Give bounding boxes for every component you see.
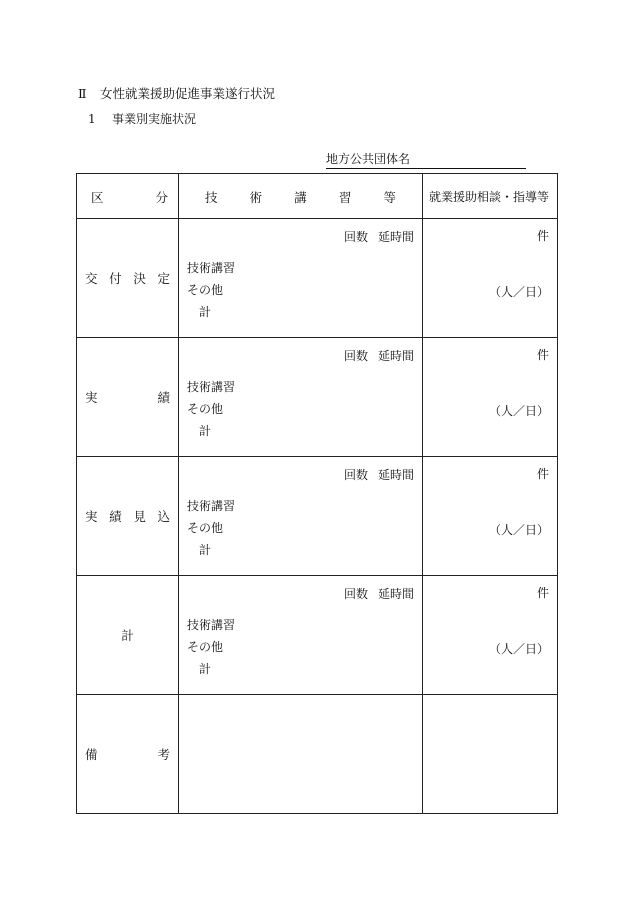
item-sonota: その他 (187, 283, 224, 297)
header-gijutsu-char: 講 (294, 190, 307, 205)
header-gijutsu-char: 習 (338, 190, 352, 205)
row-label-char: 決 (133, 271, 146, 286)
subsection-heading (88, 110, 196, 127)
case-unit-label: 件 (536, 348, 549, 362)
row-label-char: 込 (157, 509, 170, 524)
notes-entry-cell-right[interactable] (423, 695, 558, 814)
unit-count-label: 回数 (343, 349, 368, 363)
shudan-entry-cell[interactable] (423, 338, 558, 457)
case-unit-label: 件 (536, 229, 549, 243)
header-shudan (423, 174, 558, 219)
item-kei: 計 (199, 543, 212, 557)
row-label-char: 績 (109, 509, 122, 524)
item-gijutsu-koushu: 技術講習 (187, 499, 236, 513)
entity-name-field[interactable] (326, 150, 526, 169)
gijutsu-entry-cell[interactable] (179, 338, 423, 457)
row-label-char: 交 (85, 271, 98, 286)
table-row-jisseki-mikomi (77, 457, 558, 576)
row-label-char: 績 (157, 390, 170, 405)
item-gijutsu-koushu: 技術講習 (187, 380, 236, 394)
item-sonota: その他 (187, 640, 224, 654)
per-day-unit-label: （人／日） (488, 285, 549, 299)
row-label-cell (77, 695, 179, 814)
item-kei: 計 (199, 662, 212, 676)
unit-hours-label: 延時間 (377, 587, 414, 601)
unit-count-label: 回数 (343, 230, 368, 244)
unit-count-label: 回数 (343, 587, 368, 601)
header-kubun-char: 区 (91, 190, 104, 205)
item-gijutsu-koushu: 技術講習 (187, 261, 236, 275)
row-label-char: 考 (157, 747, 170, 762)
item-sonota: その他 (187, 521, 224, 535)
entity-name-label: 地方公共団体名 (326, 152, 411, 166)
unit-count-label: 回数 (343, 468, 368, 482)
section-numeral: Ⅱ (78, 86, 87, 101)
section-title: 女性就業援助促進事業遂行状況 (100, 86, 276, 101)
item-gijutsu-koushu: 技術講習 (187, 618, 236, 632)
header-gijutsu (179, 174, 423, 219)
shudan-entry-cell[interactable] (423, 576, 558, 695)
header-gijutsu-char: 術 (249, 190, 263, 205)
header-shudan-label: 就業援助相談・指導等 (429, 190, 550, 204)
row-label-char: 実 (85, 509, 98, 524)
notes-entry-cell[interactable] (179, 695, 423, 814)
per-day-unit-label: （人／日） (488, 642, 549, 656)
row-label-char: 見 (133, 509, 146, 524)
row-label-cell (77, 338, 179, 457)
row-label-cell (77, 576, 179, 695)
table-row-koufu-kettei (77, 219, 558, 338)
row-label-char: 計 (121, 628, 134, 643)
row-label-cell (77, 219, 179, 338)
row-label-char: 実 (85, 390, 98, 405)
header-gijutsu-char: 等 (383, 190, 396, 205)
table-row-kei (77, 576, 558, 695)
gijutsu-entry-cell[interactable] (179, 576, 423, 695)
case-unit-label: 件 (536, 467, 549, 481)
table-header-row (77, 174, 558, 219)
subsection-number: 1 (88, 112, 96, 126)
gijutsu-entry-cell[interactable] (179, 457, 423, 576)
per-day-unit-label: （人／日） (488, 404, 549, 418)
table-row-jisseki (77, 338, 558, 457)
header-gijutsu-char: 技 (205, 190, 218, 205)
row-label-char: 備 (85, 747, 98, 762)
unit-hours-label: 延時間 (377, 349, 414, 363)
per-day-unit-label: （人／日） (488, 523, 549, 537)
item-kei: 計 (199, 305, 212, 319)
shudan-entry-cell[interactable] (423, 219, 558, 338)
row-label-char: 付 (109, 271, 122, 286)
item-sonota: その他 (187, 402, 224, 416)
implementation-table (76, 173, 558, 814)
header-kubun (77, 174, 179, 219)
unit-hours-label: 延時間 (377, 230, 414, 244)
gijutsu-entry-cell[interactable] (179, 219, 423, 338)
row-label-cell (77, 457, 179, 576)
unit-hours-label: 延時間 (377, 468, 414, 482)
case-unit-label: 件 (536, 586, 549, 600)
shudan-entry-cell[interactable] (423, 457, 558, 576)
item-kei: 計 (199, 424, 212, 438)
header-kubun-char: 分 (155, 190, 168, 205)
section-heading (78, 84, 275, 102)
subsection-title: 事業別実施状況 (112, 112, 197, 126)
row-label-char: 定 (157, 271, 170, 286)
table-row-bikou (77, 695, 558, 814)
